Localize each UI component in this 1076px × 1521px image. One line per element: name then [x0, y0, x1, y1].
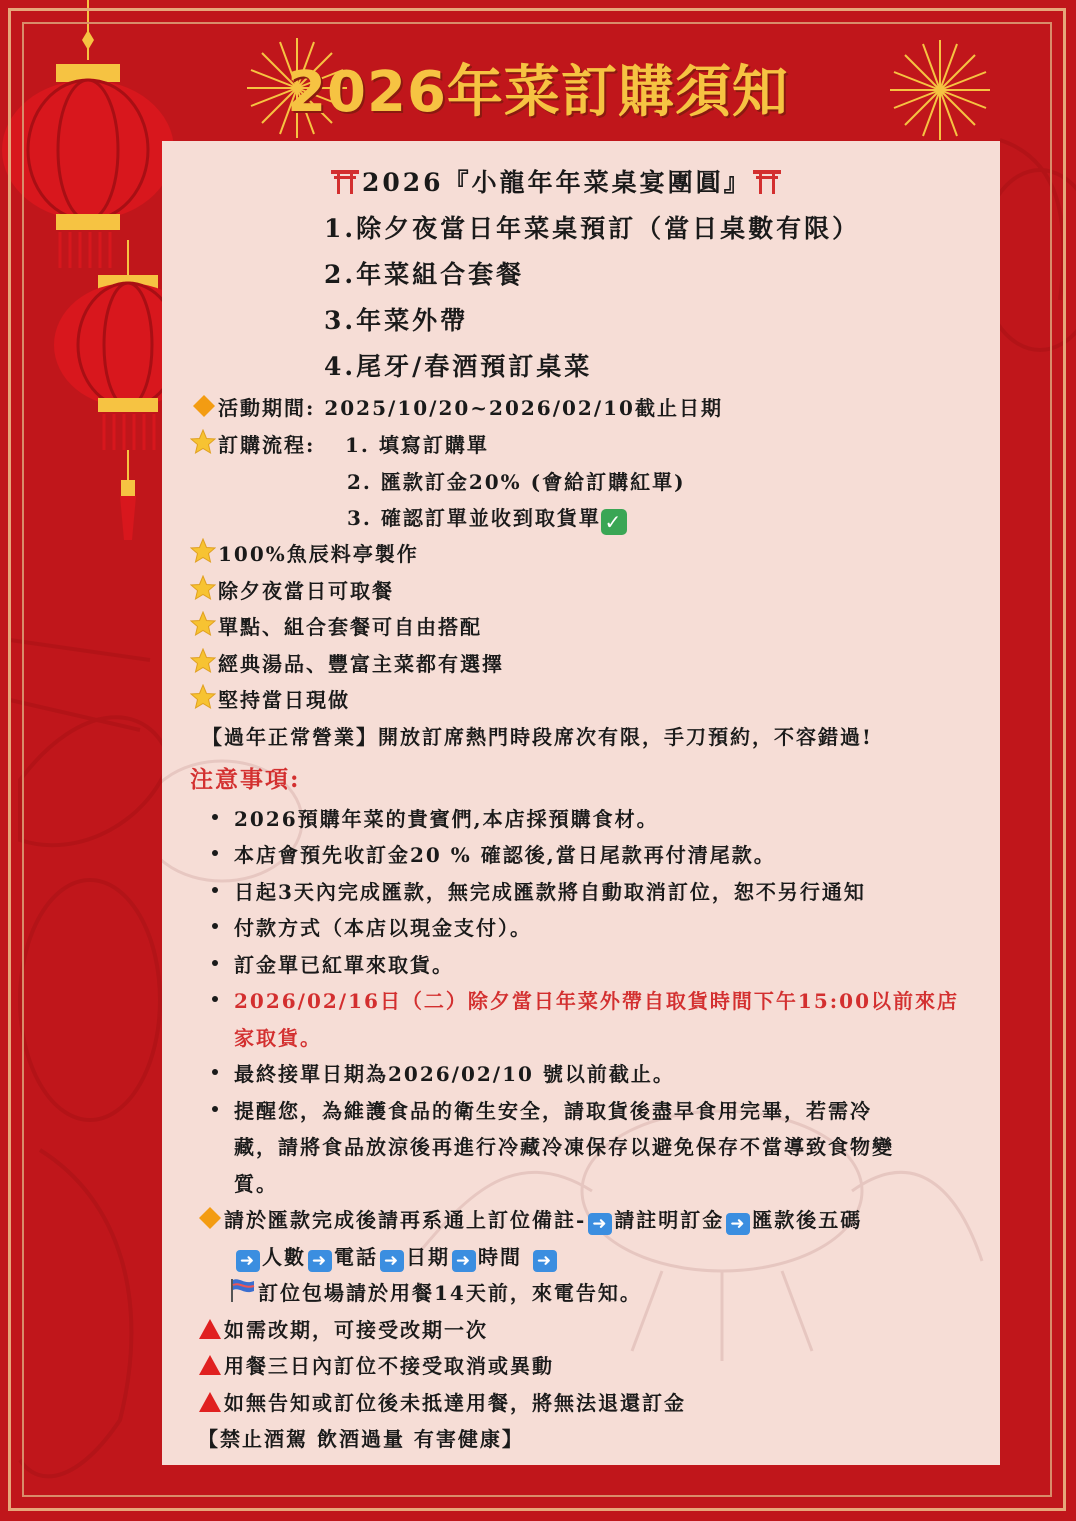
- note-item: 本店會預先收訂金20 % 確認後,當日尾款再付清尾款。: [234, 843, 776, 867]
- pickup-note: 家取貨。: [234, 1026, 322, 1050]
- hygiene-note: 質。: [234, 1172, 278, 1196]
- note-item: 日起3天內完成匯款，無完成匯款將自動取消訂位，恕不另行通知: [234, 880, 866, 904]
- process-step: 3. 確認訂單並收到取貨單 ✓: [347, 502, 627, 535]
- intro-item: 3.年菜外帶: [324, 306, 469, 335]
- page-title: 2026年菜訂購須知: [287, 60, 789, 125]
- right-arrow-icon: ➜: [308, 1250, 332, 1272]
- check-box-icon: ✓: [601, 509, 627, 535]
- deadline-note: 最終接單日期為2026/02/10 號以前截止。: [234, 1062, 675, 1086]
- orange-diamond-icon: [198, 1206, 222, 1230]
- note-item: 付款方式（本店以現金支付）。: [234, 916, 532, 940]
- star-icon: [190, 575, 216, 601]
- warning-item: 如需改期，可接受改期一次: [198, 1314, 488, 1343]
- feature-item: 單點、組合套餐可自由搭配: [190, 611, 482, 640]
- bullet-dot: [212, 887, 218, 893]
- bullet-dot: [212, 814, 218, 820]
- intro-item: 2.年菜組合套餐: [324, 260, 525, 289]
- red-triangle-icon: [198, 1318, 222, 1340]
- process-step: 2. 匯款訂金20% (會給訂購紅單): [347, 470, 686, 494]
- orange-diamond-icon: [192, 394, 216, 418]
- pickup-note: 2026/02/16日（二）除夕當日年菜外帶自取貨時間下午15:00以前來店: [234, 989, 959, 1013]
- process-step: 1. 填寫訂購單: [345, 433, 489, 457]
- bullet-dot: [212, 923, 218, 929]
- star-icon: [190, 611, 216, 637]
- event-period: 活動期間: 2025/10/20~2026/02/10截止日期: [192, 392, 723, 421]
- bullet-dot: [212, 996, 218, 1002]
- intro-item: 1.除夕夜當日年菜桌預訂（當日桌數有限）: [324, 214, 861, 243]
- hygiene-note: 藏，請將食品放涼後再進行冷藏冷凍保存以避免保存不當導致食物變: [234, 1135, 894, 1159]
- remark-line: 請於匯款完成後請再系通上訂位備註- ➜ 請註明訂金 ➜ 匯款後五碼: [198, 1204, 862, 1235]
- feature-item: 除夕夜當日可取餐: [190, 575, 394, 604]
- bullet-dot: [212, 1069, 218, 1075]
- star-icon: [190, 538, 216, 564]
- torii-icon: [330, 168, 360, 194]
- warning-item: 用餐三日內訂位不接受取消或異動: [198, 1350, 554, 1379]
- right-arrow-icon: ➜: [588, 1213, 612, 1235]
- footer-warning: 【禁止酒駕 飲酒過量 有害健康】: [198, 1427, 524, 1451]
- feature-item: 堅持當日現做: [190, 684, 350, 713]
- notes-title: 注意事項:: [190, 766, 301, 793]
- feature-item: 經典湯品、豐富主菜都有選擇: [190, 648, 504, 677]
- intro-heading: 2026『小龍年年菜桌宴團圓』: [330, 163, 784, 199]
- star-icon: [190, 648, 216, 674]
- order-process: 訂購流程:: [190, 429, 315, 458]
- warning-item: 如無告知或訂位後未抵達用餐，將無法退還訂金: [198, 1387, 686, 1416]
- right-arrow-icon: ➜: [452, 1250, 476, 1272]
- red-triangle-icon: [198, 1391, 222, 1413]
- right-arrow-icon: ➜: [726, 1213, 750, 1235]
- star-icon: [190, 429, 216, 455]
- star-icon: [190, 684, 216, 710]
- notice-content: [162, 141, 1000, 1465]
- note-item: 2026預購年菜的貴賓們,本店採預購食材。: [234, 807, 659, 831]
- hygiene-note: 提醒您，為維護食品的衛生安全，請取貨後盡早食用完畢，若需冷: [234, 1099, 872, 1123]
- bullet-dot: [212, 850, 218, 856]
- right-arrow-icon: ➜: [533, 1250, 557, 1272]
- feature-item: 100%魚辰料亭製作: [190, 538, 419, 567]
- open-notice: 【過年正常營業】開放訂席熱門時段席次有限，手刀預約，不容錯過!: [202, 725, 873, 749]
- note-item: 訂金單已紅單來取貨。: [234, 953, 454, 977]
- red-triangle-icon: [198, 1354, 222, 1376]
- torii-icon: [752, 168, 782, 194]
- banquet-note: 訂位包場請於用餐14天前，來電告知。: [228, 1277, 642, 1306]
- bullet-dot: [212, 960, 218, 966]
- flag-icon: [228, 1277, 256, 1303]
- remark-fields: ➜ 人數 ➜ 電話 ➜ 日期 ➜ 時間 ➜: [234, 1241, 559, 1272]
- right-arrow-icon: ➜: [380, 1250, 404, 1272]
- bullet-dot: [212, 1106, 218, 1112]
- intro-item: 4.尾牙/春酒預訂桌菜: [324, 352, 593, 381]
- right-arrow-icon: ➜: [236, 1250, 260, 1272]
